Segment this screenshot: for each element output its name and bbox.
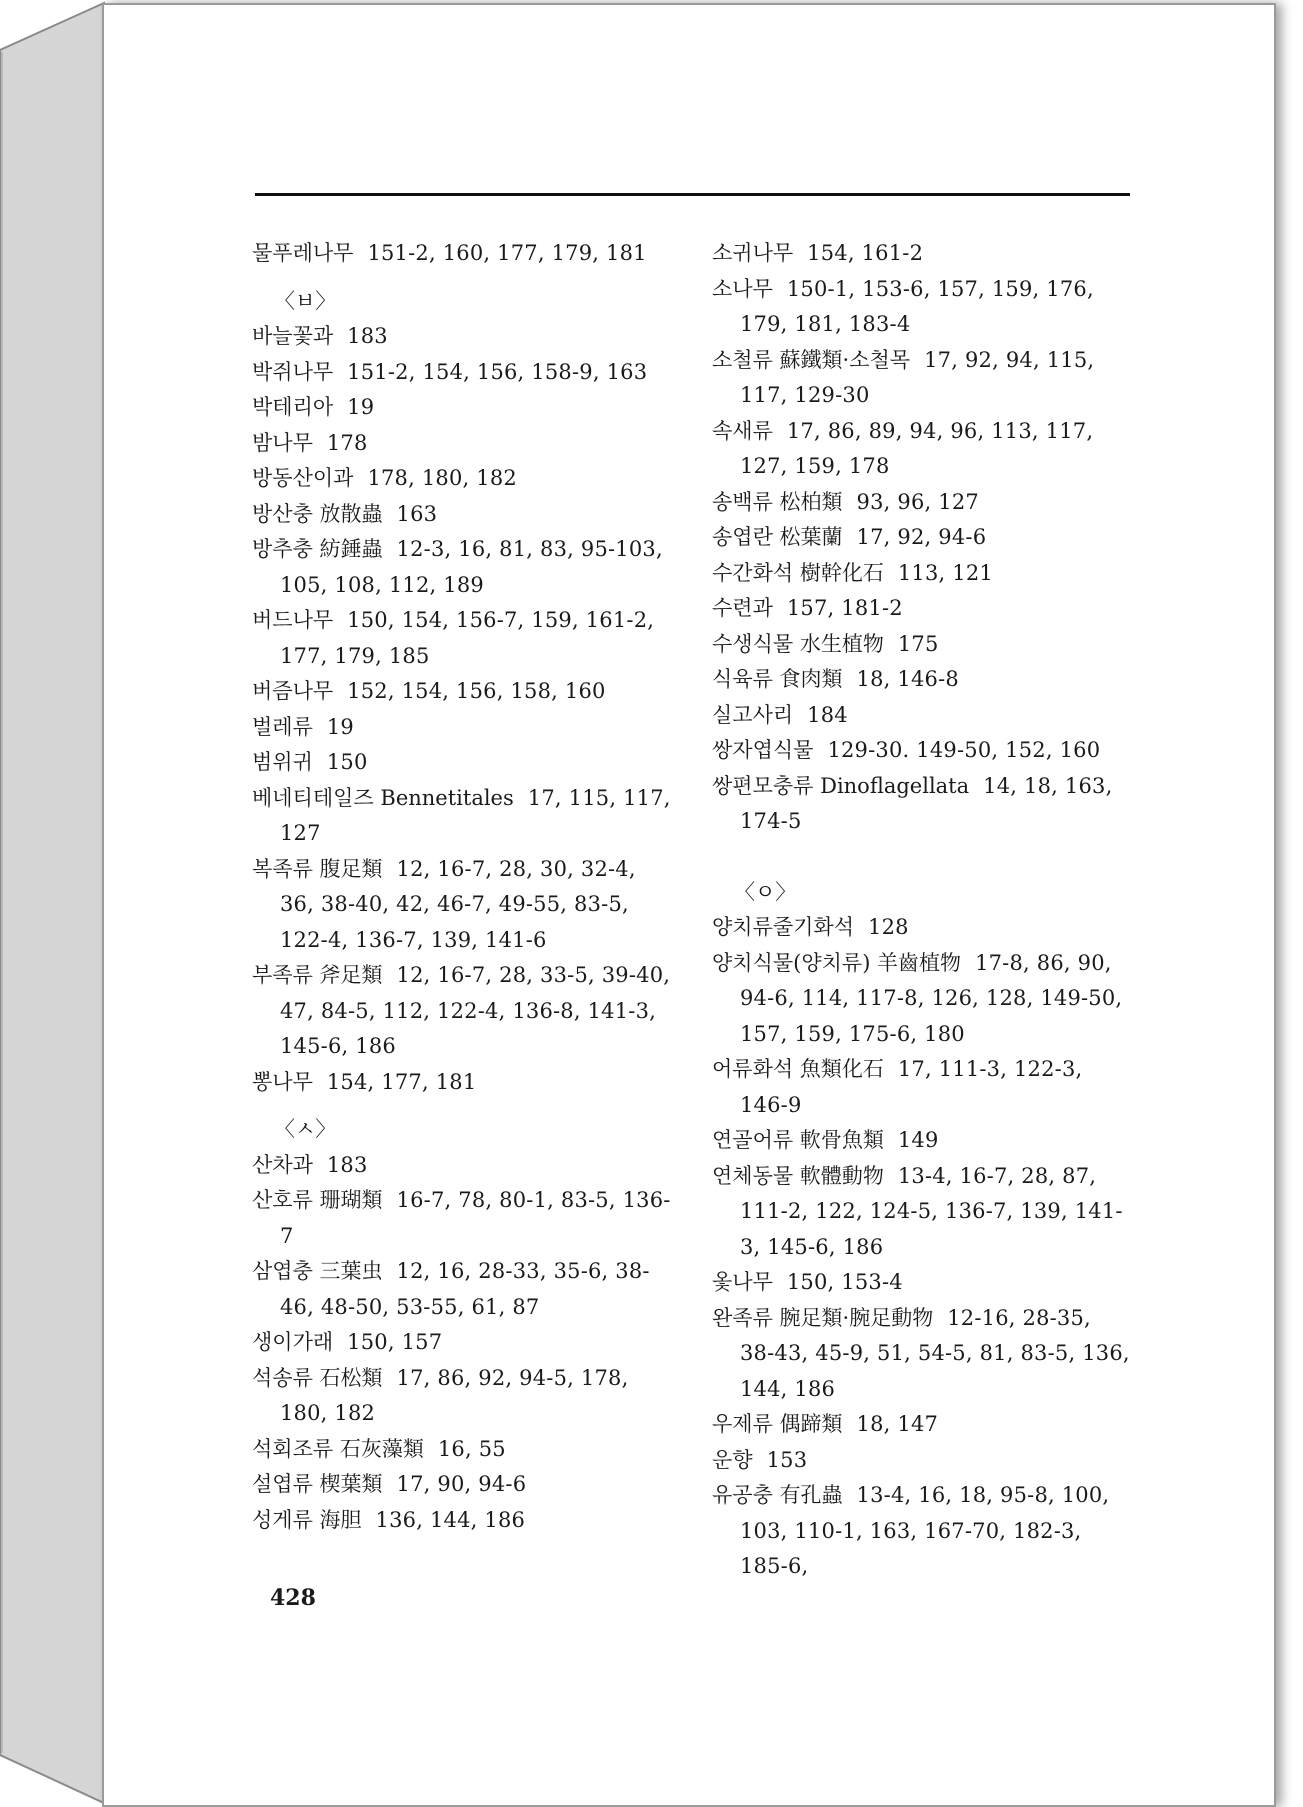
index-term: 송엽란 松葉蘭 (712, 525, 843, 549)
index-page-refs: 183 (347, 324, 388, 348)
index-entry (712, 485, 1132, 521)
index-page-refs: 12-3, 16, 81, 83, 95-103, 105, 108, 112, 189 (280, 537, 663, 597)
index-term: 버즘나무 (252, 679, 334, 703)
index-term: 뽕나무 (252, 1069, 313, 1094)
index-page-refs: 17, 92, 94, 115, 117, 129-30 (740, 347, 1095, 407)
index-term: 수련과 (712, 596, 773, 620)
index-entry (712, 591, 1132, 627)
index-page-refs: 150, 153-4 (786, 1270, 903, 1294)
index-term: 쌍자엽식물 (712, 738, 814, 762)
index-page-refs: 183 (326, 1152, 368, 1177)
index-entry (252, 390, 672, 426)
index-term: 우제류 偶蹄類 (712, 1412, 843, 1436)
index-page-refs: 151-2, 160, 177, 179, 181 (367, 241, 647, 265)
index-page-refs: 136, 144, 186 (375, 1507, 526, 1532)
index-page-refs: 163 (396, 501, 438, 526)
index-entry (712, 1265, 1132, 1301)
index-entry (712, 1123, 1132, 1159)
index-term: 연골어류 軟骨魚類 (712, 1128, 884, 1152)
index-section-heading: 〈ㅇ〉 (734, 879, 797, 904)
index-page-refs: 152, 154, 156, 158, 160 (347, 679, 606, 703)
index-term: 성게류 海胆 (252, 1507, 362, 1532)
index-term: 연체동물 軟體動物 (712, 1163, 884, 1188)
index-section-heading: 〈ㅂ〉 (274, 288, 337, 313)
index-entry (252, 319, 672, 355)
index-page-refs: 14, 18, 163, 174-5 (740, 773, 1113, 833)
index-page-refs: 19 (347, 395, 375, 419)
index-page-refs: 113, 121 (897, 560, 993, 585)
index-term: 실고사리 (712, 702, 794, 727)
index-entry (712, 1478, 1132, 1585)
index-term: 수생식물 水生植物 (712, 631, 884, 656)
index-term: 양치식물(양치류) 羊齒植物 (712, 950, 962, 975)
index-term: 삼엽충 三葉虫 (252, 1259, 383, 1283)
index-entry (712, 1159, 1132, 1266)
index-entry (712, 520, 1132, 556)
index-entry (712, 236, 1132, 272)
index-term: 범위귀 (252, 750, 313, 774)
index-term: 방동산이과 (252, 466, 354, 490)
index-term: 산차과 (252, 1152, 313, 1177)
index-entry (712, 1443, 1132, 1479)
index-entry (252, 236, 672, 272)
index-entry (252, 1065, 672, 1101)
index-term: 소나무 (712, 276, 773, 301)
index-entry (712, 662, 1132, 698)
index-term: 운향 (712, 1447, 753, 1472)
index-entry (712, 343, 1132, 414)
index-page-refs: 150, 157 (347, 1330, 443, 1354)
index-entry (252, 958, 672, 1065)
index-entry (712, 1407, 1132, 1443)
index-term: 식육류 食肉類 (712, 667, 843, 691)
index-term: 밤나무 (252, 430, 313, 455)
index-term: 어류화석 魚類化石 (712, 1057, 884, 1081)
index-entry (252, 603, 672, 674)
book-spine-side (0, 0, 110, 1806)
index-entry (252, 1503, 672, 1539)
index-entry (712, 769, 1132, 840)
index-term: 산호류 珊瑚類 (252, 1188, 383, 1212)
index-page-refs: 153 (766, 1447, 808, 1472)
index-page-refs: 17, 86, 89, 94, 96, 113, 117, 127, 159, 178 (740, 418, 1094, 478)
index-term: 석송류 石松類 (252, 1365, 383, 1390)
index-page-refs: 19 (326, 714, 354, 739)
index-entry (252, 1361, 672, 1432)
index-page-refs: 157, 181-2 (786, 596, 903, 620)
index-term: 방산충 放散蟲 (252, 501, 383, 526)
index-term: 옻나무 (712, 1270, 773, 1294)
index-page-refs: 12, 16-7, 28, 30, 32-4, 36, 38-40, 42, 46-7, 49-55, 83-5, 122-4, 136-7, 139, 141-6 (280, 856, 636, 952)
page-number: 428 (270, 1585, 316, 1611)
index-page-refs: 178 (326, 430, 368, 455)
index-page-refs: 13-4, 16-7, 28, 87, 111-2, 122, 124-5, 136-7, 139, 141-3, 145-6, 186 (740, 1163, 1123, 1259)
index-page-refs: 129-30. 149-50, 152, 160 (827, 738, 1101, 762)
index-entry (252, 852, 672, 959)
index-page-refs: 178, 180, 182 (367, 466, 517, 490)
index-term: 유공충 有孔蟲 (712, 1483, 843, 1507)
index-page-refs: 128 (868, 915, 909, 939)
index-entry (252, 710, 672, 746)
index-term: 설엽류 楔葉類 (252, 1472, 383, 1496)
index-term: 바늘꽃과 (252, 324, 334, 348)
index-page-refs: 149 (897, 1128, 939, 1152)
index-page-refs: 151-2, 154, 156, 158-9, 163 (347, 359, 648, 384)
index-term: 방추충 紡錘蟲 (252, 537, 383, 561)
index-entry (252, 745, 672, 781)
index-page-refs: 17, 111-3, 122-3, 146-9 (740, 1057, 1083, 1117)
index-entry (712, 414, 1132, 485)
index-entry (712, 910, 1132, 946)
index-term: 벌레류 (252, 714, 313, 739)
index-term: 완족류 腕足類·腕足動物 (712, 1305, 934, 1330)
index-entry (712, 946, 1132, 1053)
index-term: 박쥐나무 (252, 359, 334, 384)
index-entry (712, 733, 1132, 769)
index-term: 부족류 斧足類 (252, 963, 383, 987)
index-entry (252, 1183, 672, 1254)
index-page-refs: 12, 16, 28-33, 35-6, 38-46, 48-50, 53-55, 61, 87 (280, 1259, 650, 1319)
index-entry (712, 1301, 1132, 1408)
index-entry (252, 497, 672, 533)
index-page-refs: 18, 146-8 (856, 667, 959, 691)
index-entry (252, 461, 672, 497)
index-entry (252, 532, 672, 603)
index-entry (252, 674, 672, 710)
index-entry (252, 1432, 672, 1468)
index-entry (252, 1467, 672, 1503)
index-page-refs: 16-7, 78, 80-1, 83-5, 136-7 (280, 1188, 671, 1248)
index-page-refs: 13-4, 16, 18, 95-8, 100, 103, 110-1, 163, 167-70, 182-3, 185-6, (740, 1483, 1110, 1578)
index-term: 물푸레나무 (252, 241, 354, 265)
index-entry (252, 355, 672, 391)
index-term: 송백류 松柏類 (712, 489, 843, 514)
index-entry (712, 556, 1132, 592)
index-page-refs: 12, 16-7, 28, 33-5, 39-40, 47, 84-5, 112, 122-4, 136-8, 141-3, 145-6, 186 (280, 963, 671, 1058)
header-rule (255, 193, 1130, 196)
index-entry (712, 627, 1132, 663)
index-entry (252, 1254, 672, 1325)
index-entry (712, 272, 1132, 343)
index-entry (712, 1052, 1132, 1123)
index-term: 쌍편모충류 Dinoflagellata (712, 773, 970, 798)
index-page-refs: 18, 147 (856, 1412, 939, 1436)
index-entry (252, 781, 672, 852)
index-term: 소귀나무 (712, 241, 794, 265)
index-term: 석회조류 石灰藻類 (252, 1436, 424, 1461)
index-page-refs: 184 (807, 702, 848, 727)
index-page-refs: 12-16, 28-35, 38-43, 45-9, 51, 54-5, 81, 83-5, 136, 144, 186 (740, 1305, 1130, 1401)
index-column-right (712, 236, 1132, 1585)
index-entry (712, 698, 1132, 734)
index-page-refs: 154, 161-2 (807, 241, 924, 265)
index-entry (252, 1148, 672, 1184)
index-term: 박테리아 (252, 395, 334, 419)
index-page-refs: 175 (897, 631, 939, 656)
index-column-left (252, 236, 672, 1538)
index-term: 수간화석 樹幹化石 (712, 560, 884, 585)
index-page-refs: 150, 154, 156-7, 159, 161-2, 177, 179, 185 (280, 608, 655, 668)
index-page-refs: 150 (326, 750, 368, 774)
index-page-refs: 17, 86, 92, 94-5, 178, 180, 182 (280, 1365, 629, 1425)
index-page-refs: 17, 115, 117, 127 (280, 785, 671, 845)
index-term: 베네티테일즈 Bennetitales (252, 785, 514, 810)
index-page-refs: 17, 90, 94-6 (396, 1472, 527, 1496)
index-term: 양치류줄기화석 (712, 915, 855, 939)
index-page-refs: 17, 92, 94-6 (856, 525, 987, 549)
index-term: 소철류 蘇鐵類·소철목 (712, 347, 911, 372)
index-section-heading: 〈ㅅ〉 (274, 1117, 337, 1141)
index-page-refs: 150-1, 153-6, 157, 159, 176, 179, 181, 183-4 (740, 276, 1094, 336)
index-term: 버드나무 (252, 608, 334, 632)
index-entry (252, 1325, 672, 1361)
index-page-refs: 17-8, 86, 90, 94-6, 114, 117-8, 126, 128, 149-50, 157, 159, 175-6, 180 (740, 950, 1123, 1046)
index-term: 속새류 (712, 418, 773, 443)
index-term: 생이가래 (252, 1330, 334, 1354)
index-page-refs: 154, 177, 181 (326, 1069, 477, 1094)
index-page-refs: 93, 96, 127 (856, 489, 979, 514)
index-term: 복족류 腹足類 (252, 856, 383, 881)
index-entry (252, 426, 672, 462)
index-page-refs: 16, 55 (437, 1436, 506, 1461)
